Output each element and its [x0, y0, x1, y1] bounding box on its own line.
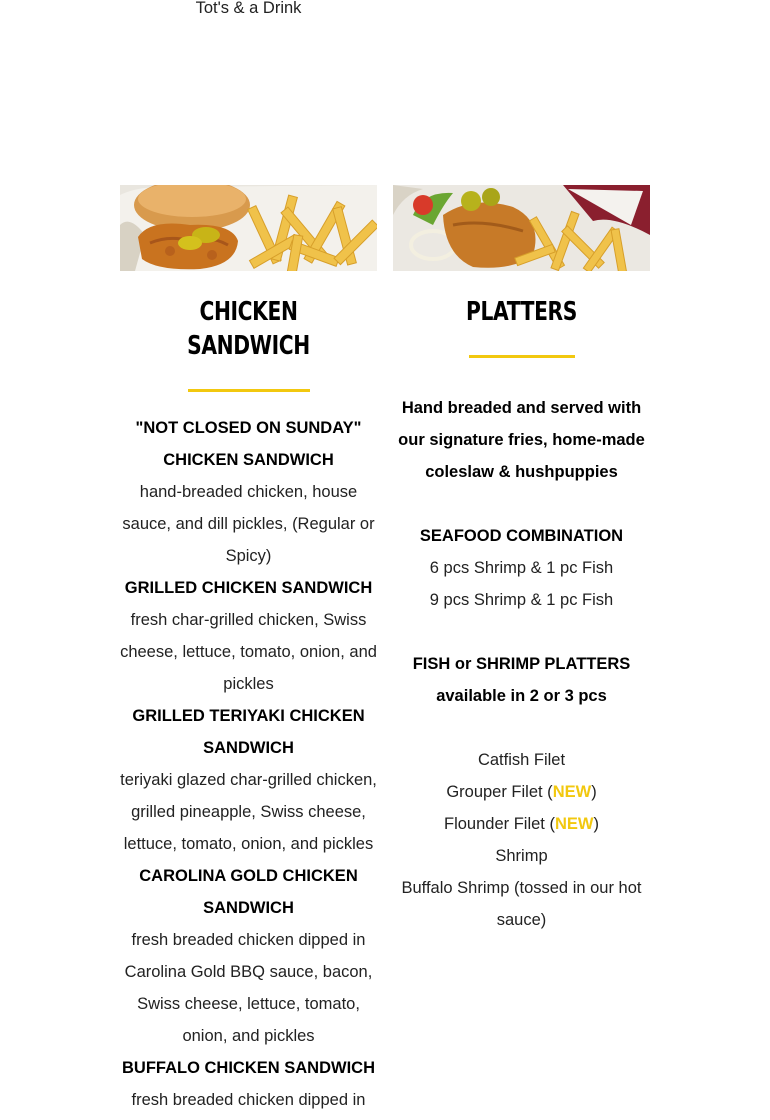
- menu-item-name: CAROLINA GOLD CHICKEN SANDWICH: [139, 867, 358, 917]
- menu-item-name: FISH or SHRIMP PLATTERS available in 2 or 3 pcs: [412, 655, 631, 705]
- chicken-sandwich-photo: [120, 185, 377, 271]
- new-badge: NEW: [554, 815, 594, 833]
- menu-item-option: Grouper Filet (NEW): [446, 783, 597, 801]
- menu-item-name: "NOT CLOSED ON SUNDAY" CHICKEN SANDWICH: [135, 419, 362, 469]
- platters-intro: Hand breaded and served with our signature fries, home-made coleslaw & hushpuppies: [398, 399, 645, 481]
- title-divider: [469, 355, 575, 358]
- chicken-sandwich-list: [120, 412, 377, 1116]
- menu-item-description: fresh breaded chicken dipped in: [131, 1091, 366, 1109]
- menu-item-option: Shrimp: [495, 847, 548, 865]
- menu-item-option: 9 pcs Shrimp & 1 pc Fish: [429, 591, 614, 609]
- top-caption: Tot's & a Drink: [195, 0, 302, 17]
- menu-item-description: fresh char-grilled chicken, Swiss cheese, lettuce, tomato, onion, and pickles: [120, 611, 377, 693]
- menu-item-description: fresh breaded chicken dipped in Carolina Gold BBQ sauce, bacon, Swiss cheese, lettuce, tomato, onion, and pickles: [124, 931, 373, 1045]
- chicken-sandwich-section: [120, 185, 377, 1116]
- menu-item-name: BUFFALO CHICKEN SANDWICH: [122, 1059, 375, 1077]
- menu-item-option: Catfish Filet: [477, 751, 566, 769]
- menu-item-name: GRILLED TERIYAKI CHICKEN SANDWICH: [132, 707, 365, 757]
- chicken-sandwich-title: CHICKEN SANDWICH: [187, 297, 310, 361]
- platters-section: [393, 185, 650, 936]
- menu-item-option: Flounder Filet (NEW): [444, 815, 599, 833]
- menu-item-name: GRILLED CHICKEN SANDWICH: [124, 579, 373, 597]
- platters-list: [393, 392, 650, 936]
- menu-item-description: hand-breaded chicken, house sauce, and dill pickles, (Regular or Spicy): [122, 483, 375, 565]
- new-badge: NEW: [552, 783, 592, 801]
- platters-title: PLATTERS: [465, 297, 578, 327]
- fish-platter-photo: [393, 185, 650, 271]
- menu-item-description: teriyaki glazed char-grilled chicken, grilled pineapple, Swiss cheese, lettuce, tomato, onion, and pickles: [120, 771, 377, 853]
- menu-item-option: 6 pcs Shrimp & 1 pc Fish: [429, 559, 614, 577]
- menu-item-name: SEAFOOD COMBINATION: [419, 527, 624, 545]
- title-divider: [188, 389, 310, 392]
- menu-item-option: Buffalo Shrimp (tossed in our hot sauce): [401, 879, 642, 929]
